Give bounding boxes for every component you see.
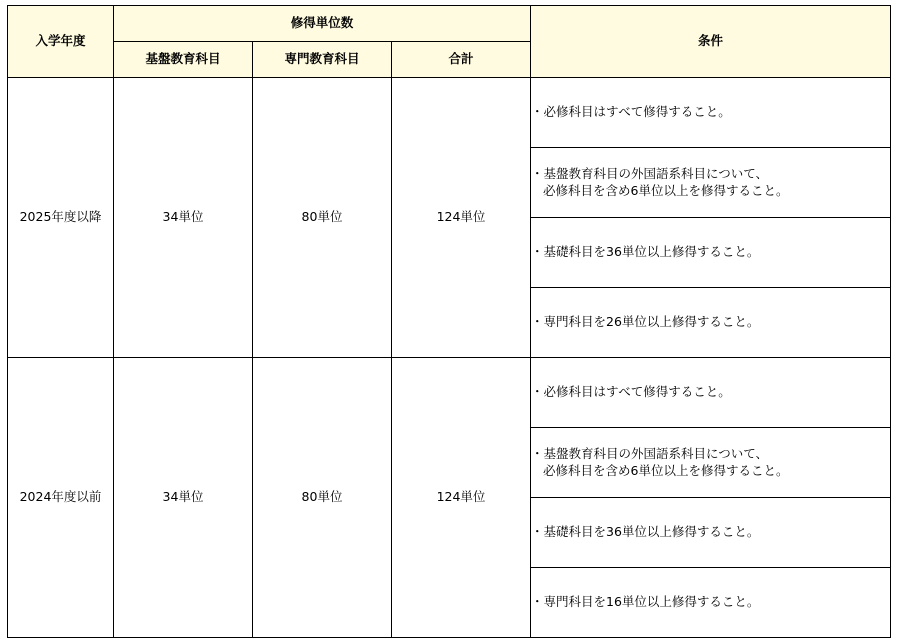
header-credits-group: 修得単位数 bbox=[114, 6, 531, 42]
credit-requirements-table bbox=[7, 5, 891, 638]
condition-cell bbox=[531, 568, 891, 638]
header-basic-education: 基盤教育科目 bbox=[114, 42, 253, 78]
total-credits-cell: 124単位 bbox=[392, 358, 531, 638]
condition-cell bbox=[531, 358, 891, 428]
header-enrollment-year: 入学年度 bbox=[8, 6, 114, 78]
condition-text: ・基礎科目を36単位以上修得すること。 bbox=[531, 244, 760, 260]
condition-cell bbox=[531, 498, 891, 568]
condition-text: ・専門科目を16単位以上修得すること。 bbox=[531, 594, 760, 610]
major-credits-cell: 80単位 bbox=[253, 358, 392, 638]
table-row bbox=[8, 358, 891, 428]
total-credits-cell: 124単位 bbox=[392, 78, 531, 358]
header-conditions: 条件 bbox=[531, 6, 891, 78]
table-row bbox=[8, 78, 891, 148]
condition-text: ・必修科目はすべて修得すること。 bbox=[531, 384, 731, 400]
condition-text: 必修科目を含め6単位以上を修得すること。 bbox=[543, 182, 789, 198]
condition-text: ・基盤教育科目の外国語系科目について、 bbox=[531, 165, 769, 181]
enrollment-year-cell: 2024年度以前 bbox=[8, 358, 114, 638]
condition-cell bbox=[531, 428, 891, 498]
condition-text: ・基礎科目を36単位以上修得すること。 bbox=[531, 524, 760, 540]
condition-text: ・基盤教育科目の外国語系科目について、 bbox=[531, 445, 769, 461]
condition-cell bbox=[531, 78, 891, 148]
condition-cell bbox=[531, 288, 891, 358]
condition-text: ・専門科目を26単位以上修得すること。 bbox=[531, 314, 760, 330]
header-total: 合計 bbox=[392, 42, 531, 78]
condition-text: 必修科目を含め6単位以上を修得すること。 bbox=[543, 462, 789, 478]
condition-text: ・必修科目はすべて修得すること。 bbox=[531, 104, 731, 120]
major-credits-cell: 80単位 bbox=[253, 78, 392, 358]
header-major-education: 専門教育科目 bbox=[253, 42, 392, 78]
basic-credits-cell: 34単位 bbox=[114, 358, 253, 638]
condition-cell bbox=[531, 218, 891, 288]
basic-credits-cell: 34単位 bbox=[114, 78, 253, 358]
enrollment-year-cell: 2025年度以降 bbox=[8, 78, 114, 358]
condition-cell bbox=[531, 148, 891, 218]
